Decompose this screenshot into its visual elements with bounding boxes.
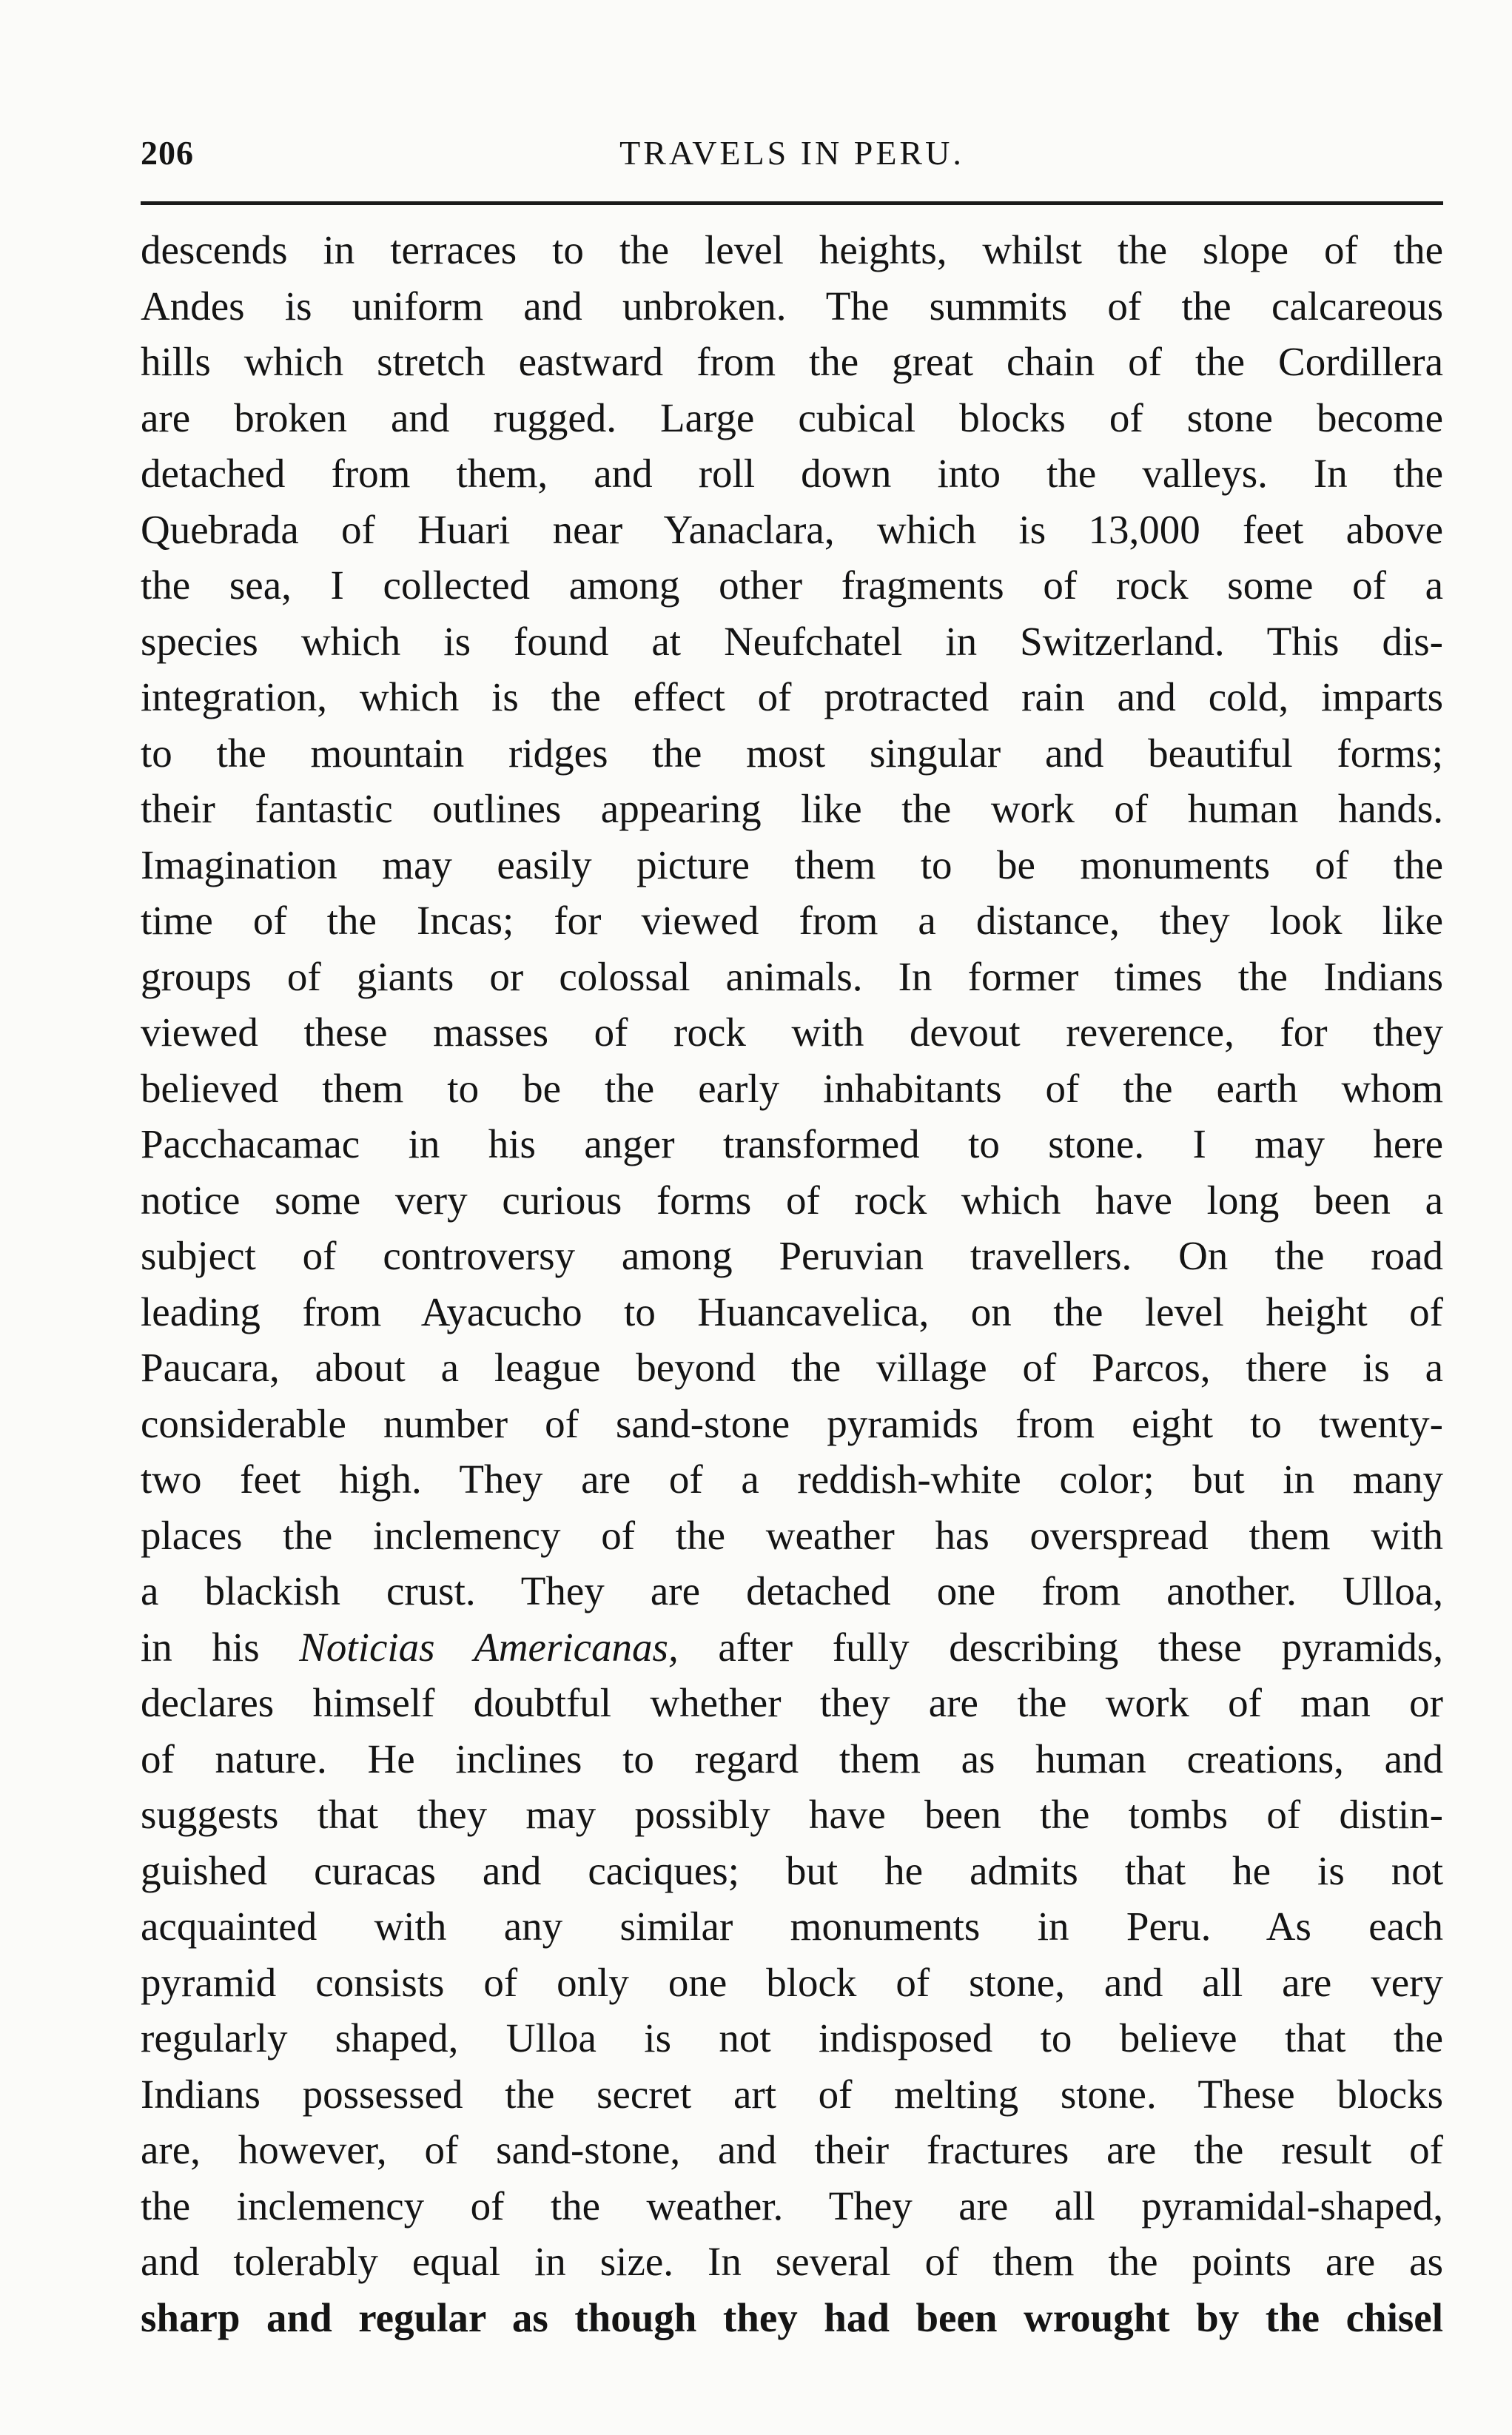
text-line: their fantastic outlines appearing like the work of human hands. bbox=[141, 786, 1443, 831]
text-line: to the mountain ridges the most singular and beautiful forms; bbox=[141, 730, 1443, 776]
text-line: hills which stretch eastward from the great chain of the Cordillera bbox=[141, 339, 1443, 384]
text-line: notice some very curious forms of rock which have long been a bbox=[141, 1177, 1443, 1223]
text-line: guished curacas and caciques; but he admits that he is not bbox=[141, 1847, 1443, 1893]
text-line: Paucara, about a league beyond the village of Parcos, there is a bbox=[141, 1345, 1443, 1390]
text-line: subject of controversy among Peruvian travellers. On the road bbox=[141, 1233, 1443, 1278]
text-line: Imagination may easily picture them to be monuments of the bbox=[141, 842, 1443, 887]
text-line: Quebrada of Huari near Yanaclara, which is 13,000 feet above bbox=[141, 506, 1443, 552]
text-line: pyramid consists of only one block of stone, and all are very bbox=[141, 1959, 1443, 2005]
text-segment: in his bbox=[141, 1624, 300, 1670]
text-line: acquainted with any similar monuments in Peru. As each bbox=[141, 1904, 1443, 1949]
body-text bbox=[141, 222, 1443, 2345]
text-line: are broken and rugged. Large cubical blocks of stone become bbox=[141, 394, 1443, 440]
text-line: declares himself doubtful whether they are the work of man or bbox=[141, 1680, 1443, 1725]
text-line: integration, which is the effect of protracted rain and cold, imparts bbox=[141, 674, 1443, 719]
text-line: species which is found at Neufchatel in Switzerland. This dis- bbox=[141, 618, 1443, 664]
page-number: 206 bbox=[141, 134, 194, 172]
header-rule bbox=[141, 201, 1443, 205]
page-header bbox=[141, 133, 1443, 185]
text-line: descends in terraces to the level heights, whilst the slope of the bbox=[141, 227, 1443, 272]
text-line: and tolerably equal in size. In several of them the points are as bbox=[141, 2239, 1443, 2284]
text-line: two feet high. They are of a reddish-white color; but in many bbox=[141, 1457, 1443, 1502]
text-line: sharp and regular as though they had been wrought by the chisel bbox=[141, 2294, 1443, 2340]
text-line: Indians possessed the secret art of melting stone. These blocks bbox=[141, 2071, 1443, 2117]
text-line: the sea, I collected among other fragments of rock some of a bbox=[141, 562, 1443, 608]
text-line: considerable number of sand-stone pyramids from eight to twenty- bbox=[141, 1400, 1443, 1446]
text-segment: after fully describing these pyramids, bbox=[678, 1624, 1444, 1670]
book-title-italic: Noticias Americanas, bbox=[299, 1624, 679, 1670]
text-line: leading from Ayacucho to Huancavelica, on the level height of bbox=[141, 1289, 1443, 1334]
text-line: are, however, of sand-stone, and their fractures are the result of bbox=[141, 2127, 1443, 2172]
text-line: a blackish crust. They are detached one from another. Ulloa, bbox=[141, 1568, 1443, 1613]
text-line: regularly shaped, Ulloa is not indisposed to believe that the bbox=[141, 2015, 1443, 2060]
text-line: Andes is uniform and unbroken. The summits of the calcareous bbox=[141, 283, 1443, 329]
text-line: suggests that they may possibly have been the tombs of distin- bbox=[141, 1792, 1443, 1837]
text-line: Pacchacamac in his anger transformed to stone. I may here bbox=[141, 1121, 1443, 1166]
text-line-with-italic bbox=[141, 1619, 1443, 1676]
text-line: detached from them, and roll down into the valleys. In the bbox=[141, 451, 1443, 496]
text-line: viewed these masses of rock with devout reverence, for they bbox=[141, 1010, 1443, 1055]
text-line: of nature. He inclines to regard them as human creations, and bbox=[141, 1736, 1443, 1781]
text-line: time of the Incas; for viewed from a distance, they look like bbox=[141, 898, 1443, 943]
text-line: groups of giants or colossal animals. In former times the Indians bbox=[141, 953, 1443, 999]
running-title: TRAVELS IN PERU. bbox=[619, 134, 964, 172]
text-line: believed them to be the early inhabitants of the earth whom bbox=[141, 1065, 1443, 1111]
text-line: places the inclemency of the weather has overspread them with bbox=[141, 1512, 1443, 1558]
text-line: the inclemency of the weather. They are all pyramidal-shaped, bbox=[141, 2183, 1443, 2229]
